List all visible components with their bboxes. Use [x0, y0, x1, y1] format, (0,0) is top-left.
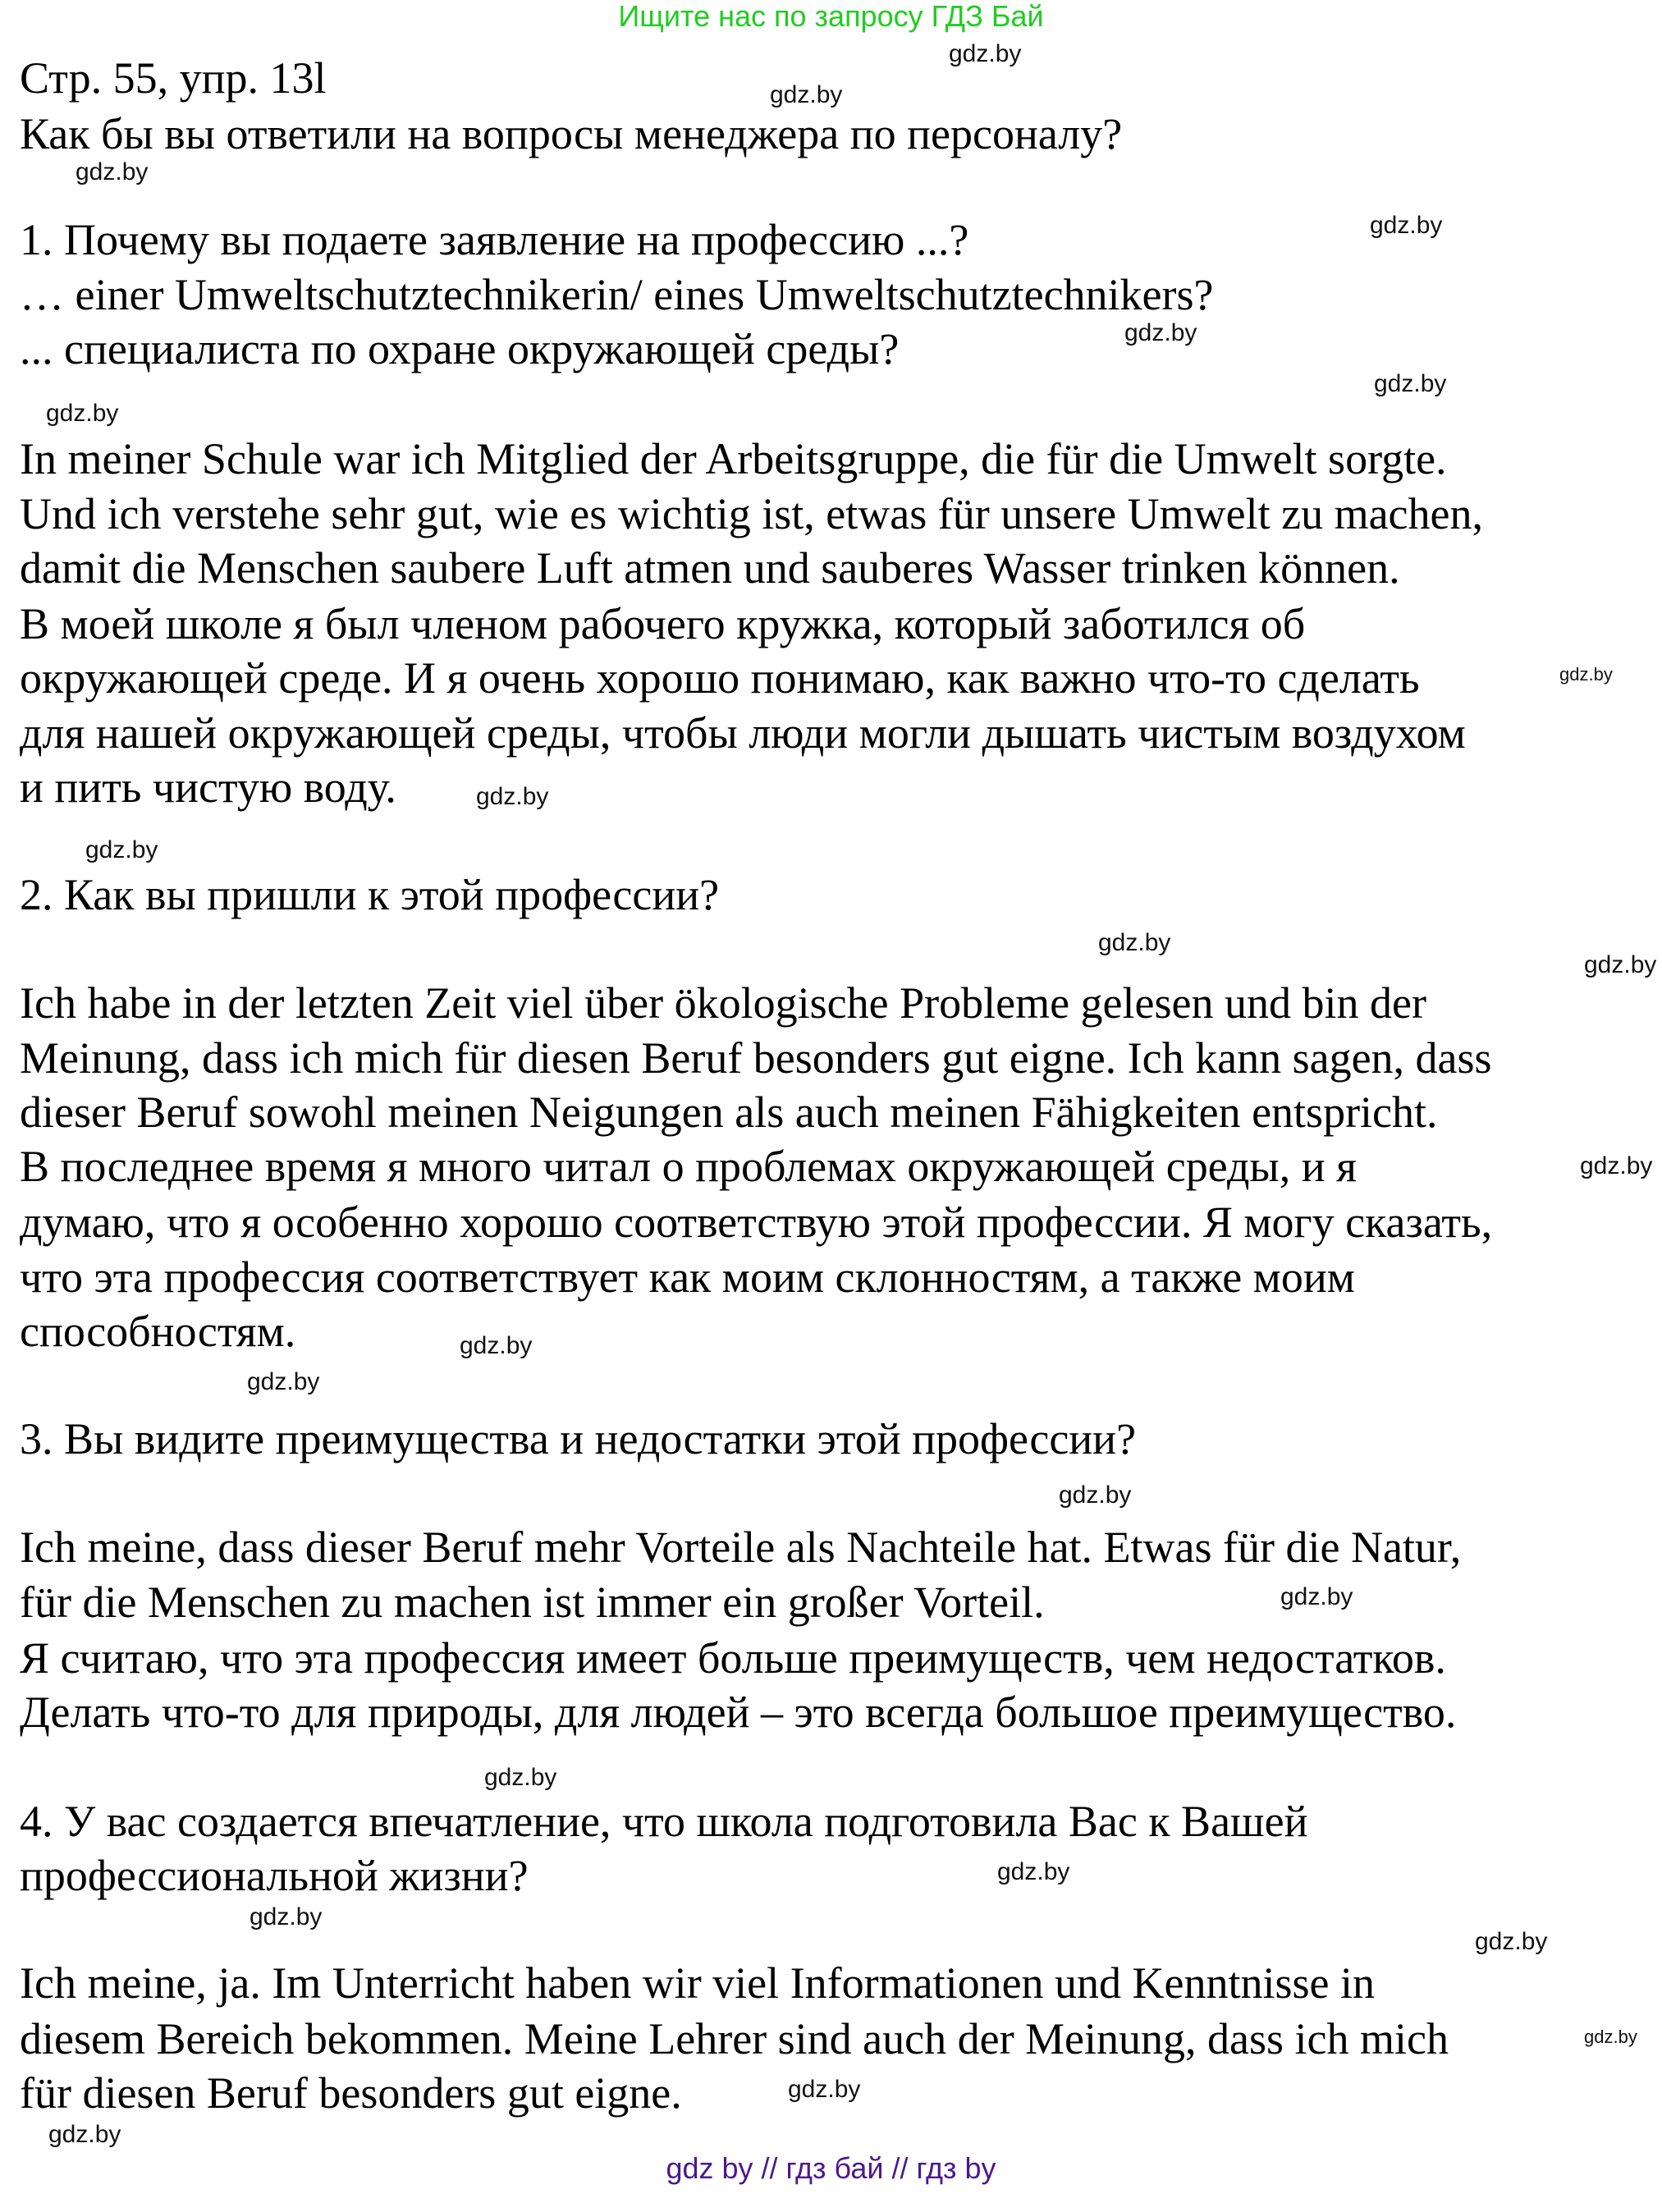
watermark: gdz.by — [1475, 1928, 1548, 1955]
watermark: gdz.by — [1584, 951, 1657, 978]
text-line: In meiner Schule war ich Mitglied der Arbeitsgruppe, die für die Umwelt sorgte. — [20, 434, 1447, 483]
watermark: gdz.by — [460, 1332, 533, 1359]
text-line: способностям. — [20, 1307, 296, 1356]
watermark: gdz.by — [76, 158, 149, 185]
text-line: Я считаю, что эта профессия имеет больше преимуществ, чем недостатков. — [20, 1633, 1446, 1683]
text-line: профессиональной жизни? — [20, 1851, 529, 1900]
watermark: gdz.by — [788, 2076, 861, 2103]
text-line: В моей школе я был членом рабочего кружка, который заботился об — [20, 599, 1306, 648]
text-line: что эта профессия соответствует как моим склонностям, а также моим — [20, 1253, 1355, 1302]
text-line: Und ich verstehe sehr gut, wie es wichtig ist, etwas für unsere Umwelt zu machen, — [20, 489, 1483, 538]
watermark: gdz.by — [48, 2121, 121, 2148]
watermark: gdz.by — [46, 400, 119, 427]
text-line: для нашей окружающей среды, чтобы люди могли дышать чистым воздухом — [20, 708, 1466, 758]
footer-links[interactable]: gdz by // гдз бай // гдз by — [666, 2151, 996, 2185]
text-line: В последнее время я много читал о проблемах окружающей среды, и я — [20, 1142, 1357, 1191]
text-line: окружающей среде. И я очень хорошо понимаю, как важно что-то сделать — [20, 653, 1420, 703]
watermark: gdz.by — [247, 1368, 320, 1395]
watermark: gdz.by — [1059, 1482, 1132, 1509]
task-question: Как бы вы ответили на вопросы менеджера по персоналу? — [20, 109, 1123, 158]
watermark: gdz.by — [1584, 2027, 1637, 2047]
watermark: gdz.by — [484, 1764, 557, 1791]
watermark: gdz.by — [1580, 1152, 1653, 1179]
search-hint-banner: Ищите нас по запросу ГДЗ Бай — [618, 0, 1044, 33]
watermark: gdz.by — [1374, 370, 1447, 397]
text-line: думаю, что я особенно хорошо соответствую этой профессии. Я могу сказать, — [20, 1198, 1493, 1247]
watermark: gdz.by — [1559, 664, 1613, 685]
watermark: gdz.by — [250, 1903, 323, 1930]
watermark: gdz.by — [770, 81, 843, 108]
question-4: 4. У вас создается впечатление, что школа подготовила Вас к Вашей — [20, 1797, 1308, 1846]
text-line: и пить чистую воду. — [20, 763, 396, 812]
text-line: Meinung, dass ich mich für diesen Beruf besonders gut eigne. Ich kann sagen, dass — [20, 1033, 1492, 1083]
text-line: Делать что-то для природы, для людей – это всегда большое преимущество. — [20, 1688, 1457, 1737]
text-line: Ich meine, dass dieser Beruf mehr Vorteile als Nachteile hat. Etwas für die Natur, — [20, 1523, 1462, 1572]
text-line: damit die Menschen saubere Luft atmen und sauberes Wasser trinken können. — [20, 543, 1400, 593]
question-3: 3. Вы видите преимущества и недостатки этой профессии? — [20, 1414, 1137, 1463]
watermark: gdz.by — [476, 783, 549, 810]
watermark: gdz.by — [949, 40, 1022, 67]
watermark: gdz.by — [1098, 929, 1171, 956]
text-line: für die Menschen zu machen ist immer ein großer Vorteil. — [20, 1578, 1045, 1627]
text-line: Ich habe in der letzten Zeit viel über ökologische Probleme gelesen und bin der — [20, 978, 1426, 1028]
question-2: 2. Как вы пришли к этой профессии? — [20, 870, 720, 919]
text-line: diesem Bereich bekommen. Meine Lehrer sind auch der Meinung, dass ich mich — [20, 2014, 1449, 2063]
watermark: gdz.by — [997, 1858, 1070, 1885]
text-line: für diesen Beruf besonders gut eigne. — [20, 2068, 682, 2118]
text-line: … einer Umweltschutztechnikerin/ eines Umweltschutztechnikers? — [20, 270, 1214, 319]
text-line: Ich meine, ja. Im Unterricht haben wir viel Informationen und Kenntnisse in — [20, 1958, 1376, 2008]
watermark: gdz.by — [85, 836, 158, 863]
text-line: dieser Beruf sowohl meinen Neigungen als auch meinen Fähigkeiten entspricht. — [20, 1088, 1438, 1137]
page-title: Стр. 55, упр. 13l — [20, 53, 327, 103]
watermark: gdz.by — [1124, 319, 1197, 346]
watermark: gdz.by — [1370, 212, 1443, 239]
text-line: ... специалиста по охране окружающей среды? — [20, 324, 900, 373]
watermark: gdz.by — [1280, 1583, 1353, 1610]
question-1: 1. Почему вы подаете заявление на профессию ...? — [20, 215, 969, 264]
